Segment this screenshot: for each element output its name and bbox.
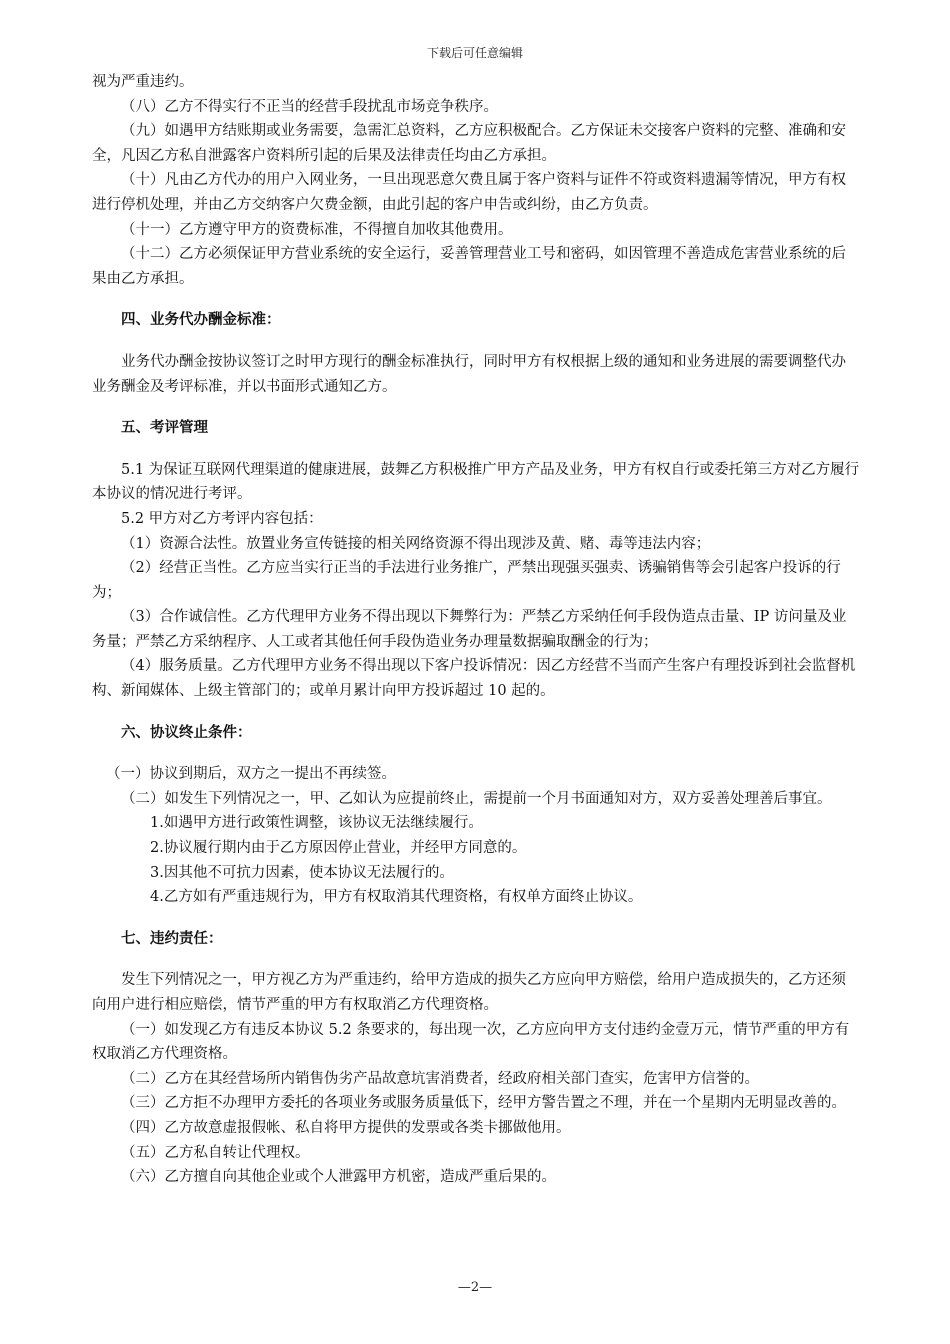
document-body: [92, 70, 860, 1190]
breach-3: （三）乙方拒不办理甲方委托的各项业务或服务质量低下，经甲方警告置之不理，并在一个星期内无明显改善的。: [121, 1095, 846, 1112]
item-5-2: 5.2 甲方对乙方考评内容包括：: [121, 510, 323, 527]
termination-2: （二）如发生下列情况之一，甲、乙如认为应提前终止，需提前一个月书面通知对方，双方妥善处理善后事宜。: [121, 790, 832, 807]
clause-10: （十）凡由乙方代办的用户入网业务，一旦出现恶意欠费且属于客户资料与证件不符或资料遗漏等情况，甲方有权进行停机处理，并由乙方交纳客户欠费金额，由此引起的客户申告或纠纷，由乙方负责。: [92, 172, 846, 213]
eval-item-3: （3）合作诚信性。乙方代理甲方业务不得出现以下舞弊行为：严禁乙方采纳任何手段伪造点击量、IP 访问量及业务量；严禁乙方采纳程序、人工或者其他任何手段伪造业务办理量数据骗取酬金的行为；: [92, 609, 847, 650]
termination-1: （一）协议到期后，双方之一提出不再续签。: [106, 766, 396, 783]
item-5-1: 5.1 为保证互联网代理渠道的健康进展，鼓舞乙方积极推广甲方产品及业务，甲方有权自行或委托第三方对乙方履行本协议的情况进行考评。: [92, 461, 860, 503]
eval-item-4: （4）服务质量。乙方代理甲方业务不得出现以下客户投诉情况：因乙方经营不当而产生客户有理投诉到社会监督机构、新闻媒体、上级主管部门的；或单月累计向甲方投诉超过 10 起的。: [92, 658, 856, 700]
section-heading-7: 七、违约责任：: [121, 930, 223, 947]
breach-5: （五）乙方私自转让代理权。: [121, 1144, 310, 1161]
section-heading-5: 五、考评管理: [121, 420, 208, 437]
termination-sub-4: 4.乙方如有严重违规行为，甲方有权取消其代理资格，有权单方面终止协议。: [150, 889, 643, 906]
paragraph: 视为严重违约。: [92, 74, 194, 90]
eval-item-1: （1）资源合法性。放置业务宣传链接的相关网络资源不得出现涉及黄、赌、毒等违法内容；: [121, 535, 711, 552]
termination-sub-2: 2.协议履行期内由于乙方原因停止营业，并经甲方同意的。: [150, 840, 527, 857]
page-header: 下载后可任意编辑: [426, 46, 523, 60]
section-4-text: 业务代办酬金按协议签订之时甲方现行的酬金标准执行，同时甲方有权根据上级的通知和业务进展的需要调整代办业务酬金及考评标准，并以书面形式通知乙方。: [92, 353, 846, 395]
breach-6: （六）乙方擅自向其他企业或个人泄露甲方机密，造成严重后果的。: [121, 1169, 556, 1186]
section-heading-6: 六、协议终止条件：: [121, 724, 252, 741]
breach-intro: 发生下列情况之一，甲方视乙方为严重违约，给甲方造成的损失乙方应向甲方赔偿，给用户造成损失的，乙方还须向用户进行相应赔偿，情节严重的甲方有权取消乙方代理资格。: [92, 972, 846, 1013]
clause-12: （十二）乙方必须保证甲方营业系统的安全运行，妥善管理营业工号和密码，如因管理不善造成危害营业系统的后果由乙方承担。: [92, 246, 846, 287]
breach-4: （四）乙方故意虚报假帐、私自将甲方提供的发票或各类卡挪做他用。: [121, 1119, 571, 1136]
clause-9: （九）如遇甲方结账期或业务需要，急需汇总资料，乙方应积极配合。乙方保证未交接客户资料的完整、准确和安全，凡因乙方私自泄露客户资料所引起的后果及法律责任均由乙方承担。: [92, 123, 846, 164]
section-heading-4: 四、业务代办酬金标准：: [121, 312, 281, 329]
clause-11: （十一）乙方遵守甲方的资费标准，不得擅自加收其他费用。: [121, 221, 513, 238]
page-number: —2—: [457, 1280, 493, 1295]
eval-item-2: （2）经营正当性。乙方应当实行正当的手法进行业务推广，严禁出现强买强卖、诱骗销售等会引起客户投诉的行为；: [92, 560, 841, 601]
termination-sub-1: 1.如遇甲方进行政策性调整，该协议无法继续履行。: [150, 815, 483, 832]
breach-2: （二）乙方在其经营场所内销售伪劣产品故意坑害消费者，经政府相关部门查实，危害甲方信誉的。: [121, 1070, 759, 1087]
clause-8: （八）乙方不得实行不正当的经营手段扰乱市场竞争秩序。: [121, 98, 498, 115]
breach-1: （一）如发现乙方有违反本协议 5.2 条要求的，每出现一次，乙方应向甲方支付违约金壹万元，情节严重的甲方有权取消乙方代理资格。: [92, 1021, 850, 1063]
termination-sub-3: 3.因其他不可抗力因素，使本协议无法履行的。: [150, 864, 454, 881]
